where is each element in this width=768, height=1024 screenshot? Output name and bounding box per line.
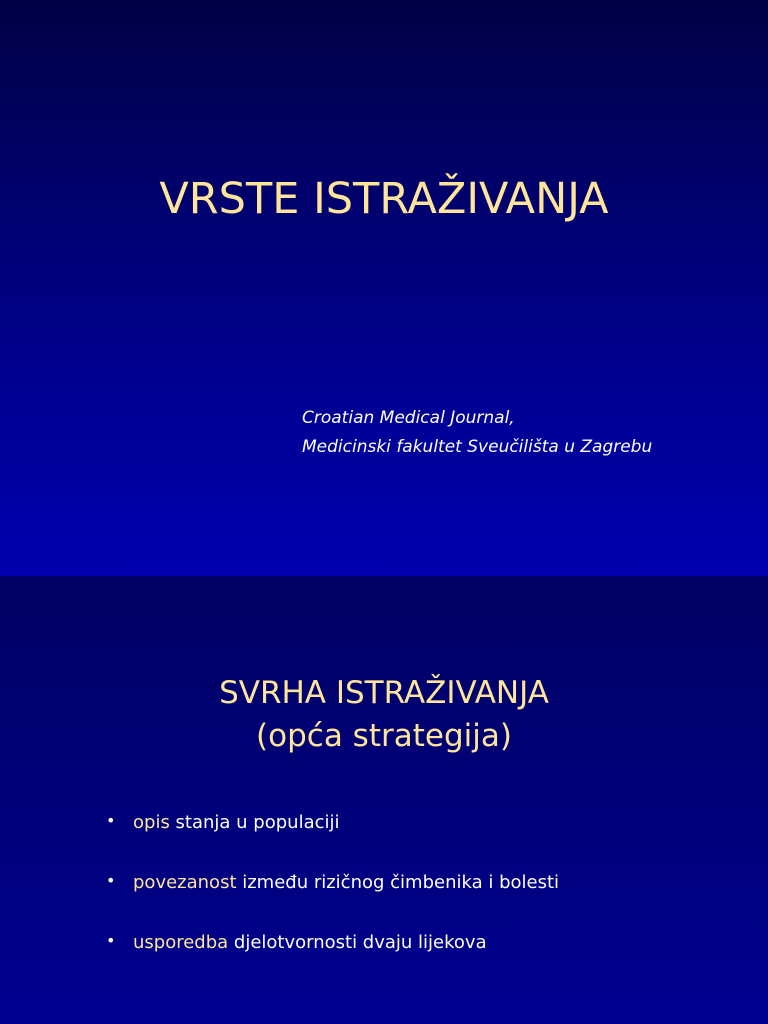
slide-title — [0, 672, 768, 758]
bullet-text — [133, 812, 340, 834]
credit-line-2: Medicinski fakultet Sveučilišta u Zagrebu — [302, 437, 653, 457]
bullet-text — [133, 932, 487, 954]
bullet-text — [133, 872, 559, 894]
bullet-rest: stanja u populaciji — [169, 812, 340, 833]
credit-line-1: Croatian Medical Journal, — [302, 408, 515, 428]
bullet-keyword: opis — [133, 812, 170, 833]
bullet-rest: djelotvornosti dvaju lijekova — [228, 932, 487, 953]
bullet-dot-icon: • — [106, 871, 116, 890]
credits — [302, 404, 652, 462]
bullet-dot-icon: • — [106, 931, 116, 950]
bullet-keyword: povezanost — [133, 872, 237, 893]
bullet-keyword: usporedba — [133, 932, 229, 953]
bullet-rest: između rizičnog čimbenika i bolesti — [236, 872, 560, 893]
title-line-2: (opća strategija) — [256, 718, 512, 754]
bullet-dot-icon: • — [106, 811, 116, 830]
title-line-1: SVRHA ISTRAŽIVANJA — [219, 675, 549, 711]
slide-2 — [0, 576, 768, 1024]
slide-title: VRSTE ISTRAŽIVANJA — [159, 174, 609, 224]
